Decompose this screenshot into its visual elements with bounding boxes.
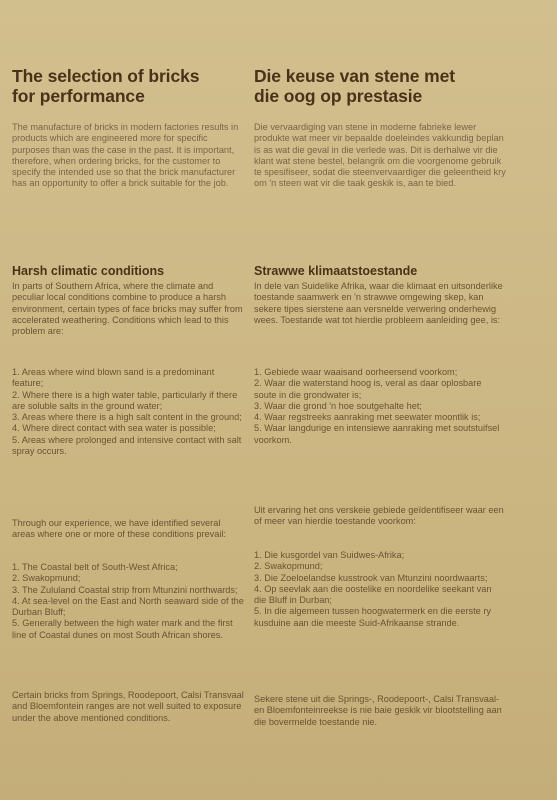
afrikaans-experience-intro: Uit ervaring het ons verskeie gebiede geïdentifiseer waar een of meer van hierdie toestande voorkom: [254,505,504,527]
afrikaans-closing-block [254,694,506,728]
english-closing: Certain bricks from Springs, Roodepoort, Calsi Transvaal and Bloemfontein ranges are not well suited to exposure under the above mentioned conditions. [12,690,244,723]
list-item: 3. Waar die grond 'n hoe soutgehalte het; [254,400,422,411]
afrikaans-section-heading: Strawwe klimaatstoestande [254,264,418,278]
afrikaans-areas-list [254,550,506,629]
afrikaans-experience-block [254,505,506,528]
list-item: 1. Gebiede waar waaisand oorheersend voorkom; [254,367,458,377]
list-item: 2. Waar die waterstand hoog is, veral as daar oplosbare soute in die grondwater is; [254,378,482,400]
english-experience-block [12,518,244,541]
afrikaans-column [254,66,506,190]
english-title-line2: for performance [12,86,145,106]
afrikaans-title [254,66,506,106]
afrikaans-title-line1: Die keuse van stene met [254,66,455,86]
english-intro: The manufacture of bricks in modern factories results in products which are engineered more for specific purposes than was the case in the past. It is important, therefore, when ordering bricks, for the customer to specify the intended use so that the brick manufacturer has an opportunity to offer a brick suitable for the job. [12,122,239,189]
english-section-intro-block [12,281,244,337]
english-areas-list [12,562,244,641]
list-item: 4. Where direct contact with sea water is possible; [12,423,216,434]
english-section-intro: In parts of Southern Africa, where the climate and peculiar local conditions combine to produce a harsh environment, certain types of face bricks may suffer from accelerated weathering. Conditions which lead to this problem are: [12,281,243,337]
list-item: 4. Op seevlak aan die oostelike en noordelike seekant van die Bluff in Durban; [254,583,492,606]
english-section-heading: Harsh climatic conditions [12,264,165,278]
list-item: 5. Areas where prolonged and intensive contact with salt spray occurs. [12,434,242,457]
english-conditions-list [12,367,244,457]
list-item: 2. Where there is a high water table, particularly if there are soluble salts in the ground water; [12,389,238,411]
list-item: 2. Swakopmund; [254,561,323,572]
list-item: 3. Areas where there is a high salt content in the ground; [12,412,242,423]
english-title [12,66,244,106]
afrikaans-section-intro: In dele van Suidelike Afrika, waar die klimaat en uitsonderlike toestande saamwerk en 'n strawwe omgewing skep, kan sekere tipes sierstene aan versnelde verwering onderhewig wees. Toestande wat tot hierdie probleem aanleiding gee, is: [254,281,503,325]
list-item: 1. Areas where wind blown sand is a predominant feature; [12,367,215,389]
list-item: 1. Die kusgordel van Suidwes-Afrika; [254,550,405,560]
list-item: 2. Swakopmund; [12,573,81,584]
afrikaans-closing: Sekere stene uit die Springs-, Roodepoort-, Calsi Transvaal- en Bloemfonteinreekse is nie baie geskik vir blootstelling aan die bovermelde toestande nie. [254,694,502,727]
afrikaans-section-intro-block [254,281,506,326]
list-item: 1. The Coastal belt of South-West Africa; [12,562,178,572]
english-title-line1: The selection of bricks [12,66,200,86]
list-item: 3. Die Zoeloelandse kusstrook van Mtunzini noordwaarts; [254,572,488,583]
list-item: 3. The Zululand Coastal strip from Mtunzini northwards; [12,584,238,595]
afrikaans-conditions-list [254,367,506,446]
list-item: 5. Generally between the high water mark and the first line of Coastal dunes on most South African shores. [12,618,233,640]
list-item: 5. Waar langdurige en intensiewe aanraking met soutstuifsel voorkom. [254,423,500,445]
list-item: 4. Waar regstreeks aanraking met seewater moontlik is; [254,412,481,423]
afrikaans-title-line2: die oog op prestasie [254,86,423,106]
list-item: 4. At sea-level on the East and North seaward side of the Durban Bluff; [12,595,244,618]
english-closing-block [12,690,244,724]
list-item: 5. In die algemeen tussen hoogwatermerk en die eerste ry kusduine aan die meeste Suid-Afrikaanse strande. [254,606,491,628]
afrikaans-intro: Die vervaardiging van stene in moderne fabrieke lewer produkte wat meer vir bepaalde doeleindes vakkundig beplan is as wat die geval in die verlede was. Dit is derhalwe vir die klant wat stene bestel, belangrik om die voorgenome gebruik te spesifiseer, sodat die steenvervaardiger die geleentheid kry om 'n steen wat vir die taak geskik is, aan te bied. [254,122,506,189]
english-column [12,66,244,190]
english-experience-intro: Through our experience, we have identified several areas where one or more of these conditions prevail: [12,518,226,540]
